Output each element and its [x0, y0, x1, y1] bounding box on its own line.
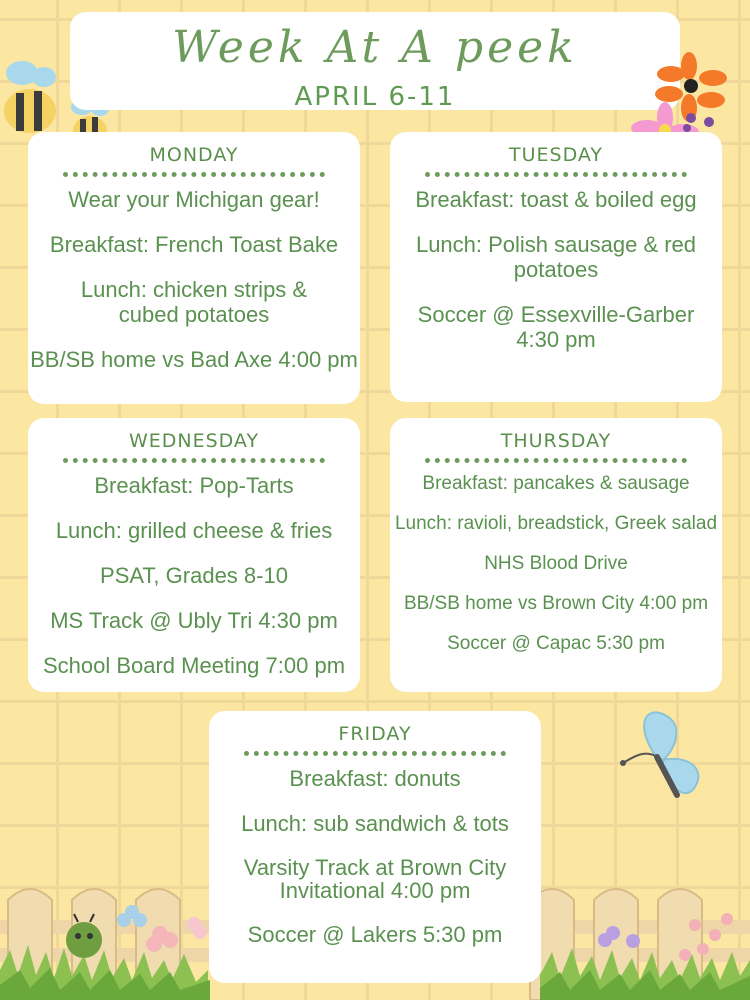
list-item: Lunch: grilled cheese & fries: [55, 518, 333, 543]
list-item: School Board Meeting 7:00 pm: [42, 653, 346, 678]
dotted-divider: [63, 172, 325, 181]
dotted-divider: [425, 458, 687, 467]
dotted-divider: [63, 458, 325, 467]
dotted-divider: [244, 751, 506, 760]
day-heading: MONDAY: [149, 144, 239, 166]
list-item: Breakfast: donuts: [289, 766, 461, 791]
day-heading: FRIDAY: [338, 723, 412, 745]
tuesday-card: [390, 132, 722, 402]
list-item: Lunch: chicken strips & cubed potatoes: [80, 277, 308, 327]
list-item: PSAT, Grades 8-10: [100, 563, 288, 588]
list-item: MS Track @ Ubly Tri 4:30 pm: [50, 608, 338, 633]
caterpillar-icon: [60, 912, 110, 962]
dotted-divider: [425, 172, 687, 181]
list-item: BB/SB home vs Brown City 4:00 pm: [403, 593, 709, 614]
date-range: APRIL 6-11: [294, 82, 456, 112]
list-item: Soccer @ Essexville-Garber 4:30 pm: [417, 302, 695, 352]
title-card: [70, 12, 680, 110]
list-item: Lunch: sub sandwich & tots: [241, 811, 509, 836]
flower-icon: [585, 905, 745, 980]
list-item: Breakfast: pancakes & sausage: [422, 473, 690, 494]
monday-card: [28, 132, 360, 404]
list-item: BB/SB home vs Bad Axe 4:00 pm: [30, 347, 358, 372]
day-heading: WEDNESDAY: [128, 430, 260, 452]
list-item: Soccer @ Capac 5:30 pm: [447, 633, 665, 654]
bee-icon: [0, 55, 70, 140]
list-item: Varsity Track at Brown City Invitational 4:00 pm: [243, 855, 507, 903]
list-item: Breakfast: French Toast Bake: [49, 232, 339, 257]
friday-card: [209, 711, 541, 983]
page-title: Week At A peek: [172, 22, 578, 73]
butterfly-icon: [615, 705, 710, 805]
flower-icon: [110, 900, 210, 960]
list-item: Soccer @ Lakers 5:30 pm: [247, 922, 503, 947]
list-item: Breakfast: Pop-Tarts: [94, 473, 294, 498]
list-item: NHS Blood Drive: [484, 553, 628, 574]
list-item: Breakfast: toast & boiled egg: [415, 187, 697, 212]
wednesday-card: [28, 418, 360, 692]
thursday-card: [390, 418, 722, 692]
list-item: Lunch: Polish sausage & red potatoes: [415, 232, 697, 282]
list-item: Wear your Michigan gear!: [68, 187, 320, 212]
day-heading: THURSDAY: [500, 430, 612, 452]
day-heading: TUESDAY: [508, 144, 603, 166]
list-item: Lunch: ravioli, breadstick, Greek salad: [394, 513, 718, 534]
